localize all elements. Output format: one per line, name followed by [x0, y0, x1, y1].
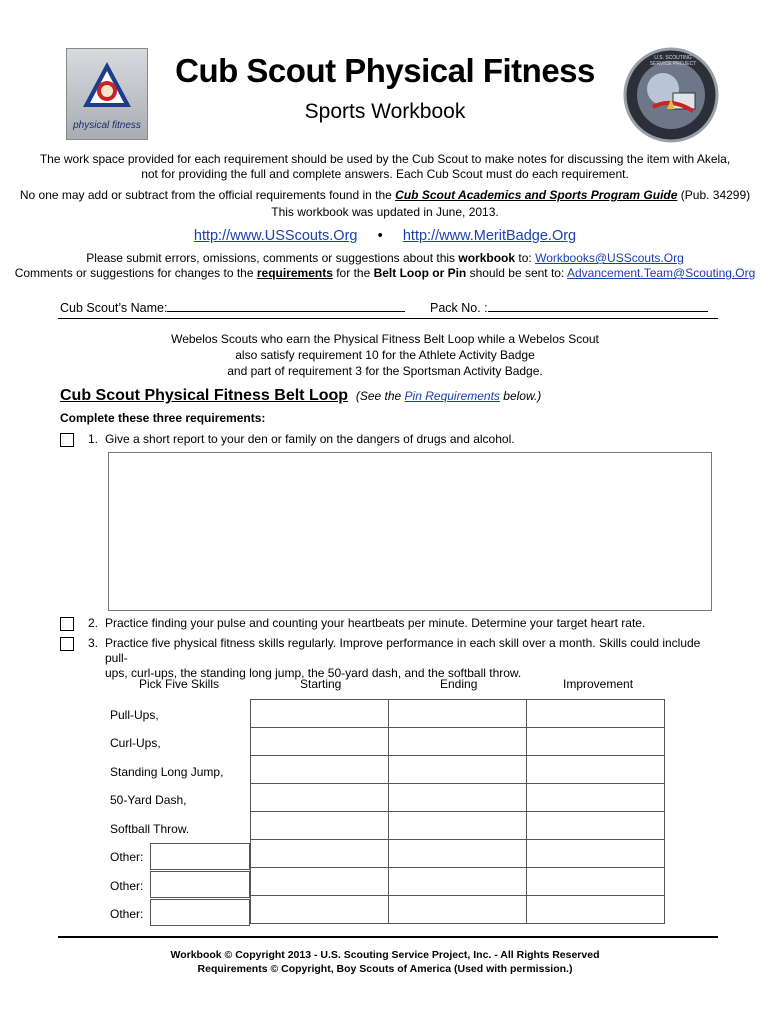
- advancement-email-link[interactable]: Advancement.Team@Scouting.Org: [567, 266, 756, 280]
- workbooks-email-link[interactable]: Workbooks@USScouts.Org: [535, 251, 684, 265]
- website-links: [0, 228, 770, 244]
- meritbadge-link[interactable]: http://www.MeritBadge.Org: [402, 228, 577, 244]
- ending-cell[interactable]: [389, 784, 527, 812]
- name-label: Cub Scout’s Name:: [60, 301, 168, 315]
- starting-cell[interactable]: [251, 756, 389, 784]
- comments-sent-to: should be sent to:: [466, 266, 567, 280]
- other-1-name-input[interactable]: [150, 843, 250, 870]
- header-starting: Starting: [300, 677, 342, 691]
- see-pre: (See the: [355, 389, 405, 403]
- header-pick-five: Pick Five Skills: [139, 677, 220, 691]
- seal-text: U.S. SCOUTING SERVICE PROJECT: [649, 55, 697, 67]
- divider: [58, 318, 718, 319]
- table-row: [251, 896, 665, 924]
- improvement-cell[interactable]: [527, 840, 665, 868]
- complete-instruction: Complete these three requirements:: [60, 411, 266, 425]
- guide-notice: [0, 188, 770, 203]
- intro-line-2: not for providing the full and complete answers. Each Cub Scout must do each requirement.: [141, 167, 629, 181]
- req3-text: [105, 636, 715, 681]
- improvement-cell[interactable]: [527, 868, 665, 896]
- starting-cell[interactable]: [251, 840, 389, 868]
- pack-input[interactable]: [488, 298, 708, 312]
- header-ending: Ending: [440, 677, 478, 691]
- submit-to: to:: [515, 251, 536, 265]
- starting-cell[interactable]: [251, 812, 389, 840]
- logo-caption: physical fitness: [73, 120, 141, 131]
- comments-text: Comments or suggestions for changes to the: [14, 266, 257, 280]
- improvement-cell[interactable]: [527, 784, 665, 812]
- guide-notice-pre: No one may add or subtract from the official requirements found in the: [19, 188, 396, 202]
- skill-50-yard-dash: 50-Yard Dash,: [110, 793, 187, 807]
- webelos-note: [0, 331, 770, 379]
- table-row: [251, 812, 665, 840]
- improvement-cell[interactable]: [527, 812, 665, 840]
- pack-field-row: [430, 298, 708, 315]
- req3-line-2: ups, curl-ups, the standing long jump, the 50-yard dash, and the softball throw.: [105, 666, 522, 680]
- usscouts-link[interactable]: http://www.USScouts.Org: [193, 228, 358, 244]
- req2-text: Practice finding your pulse and counting your heartbeats per minute. Determine your target heart rate.: [105, 616, 646, 630]
- submit-line-2: [0, 266, 770, 281]
- req3-checkbox[interactable]: [60, 637, 74, 651]
- name-input[interactable]: [167, 298, 405, 312]
- skill-curl-ups: Curl-Ups,: [110, 736, 161, 750]
- ending-cell[interactable]: [389, 812, 527, 840]
- guide-pub: (Pub. 34299): [677, 188, 751, 202]
- req1-text: Give a short report to your den or family on the dangers of drugs and alcohol.: [105, 432, 515, 446]
- submit-bold: workbook: [458, 251, 516, 265]
- webelos-line-1: Webelos Scouts who earn the Physical Fitness Belt Loop while a Webelos Scout: [171, 332, 599, 346]
- intro-text: [0, 152, 770, 182]
- skill-softball-throw: Softball Throw.: [110, 822, 190, 836]
- starting-cell[interactable]: [251, 896, 389, 924]
- skill-long-jump: Standing Long Jump,: [110, 765, 224, 779]
- improvement-cell[interactable]: [527, 728, 665, 756]
- guide-title: Cub Scout Academics and Sports Program Guide: [395, 188, 678, 202]
- submit-line-1: [0, 251, 770, 266]
- footer-rule: [58, 936, 718, 938]
- ending-cell[interactable]: [389, 868, 527, 896]
- header-improvement: Improvement: [563, 677, 634, 691]
- footer-line-2: Requirements © Copyright, Boy Scouts of America (Used with permission.): [197, 963, 573, 975]
- belt-loop-heading: Cub Scout Physical Fitness Belt Loop: [60, 387, 349, 404]
- req2-number: 2.: [88, 616, 99, 630]
- table-row: [251, 756, 665, 784]
- skill-other-1: Other:: [110, 850, 144, 864]
- name-field-row: [60, 298, 405, 315]
- webelos-line-2: also satisfy requirement 10 for the Athlete Activity Badge: [235, 348, 535, 362]
- other-2-name-input[interactable]: [150, 871, 250, 898]
- req3-line-1: Practice five physical fitness skills regularly. Improve performance in each skill over a month. Skills could include pull-: [105, 636, 701, 665]
- starting-cell[interactable]: [251, 868, 389, 896]
- ending-cell[interactable]: [389, 756, 527, 784]
- footer-line-1: Workbook © Copyright 2013 - U.S. Scouting Service Project, Inc. - All Rights Reserved: [170, 949, 600, 961]
- table-row: [251, 728, 665, 756]
- req1-checkbox[interactable]: [60, 433, 74, 447]
- ending-cell[interactable]: [389, 896, 527, 924]
- improvement-cell[interactable]: [527, 896, 665, 924]
- ending-cell[interactable]: [389, 700, 527, 728]
- submit-text: Please submit errors, omissions, comments or suggestions about this: [86, 251, 459, 265]
- improvement-cell[interactable]: [527, 756, 665, 784]
- req2-checkbox[interactable]: [60, 617, 74, 631]
- page-subtitle: Sports Workbook: [304, 100, 466, 123]
- see-post: below.): [499, 389, 542, 403]
- starting-cell[interactable]: [251, 784, 389, 812]
- table-row: [251, 868, 665, 896]
- table-row: [251, 784, 665, 812]
- belt-loop-pin-bold: Belt Loop or Pin: [373, 266, 467, 280]
- skill-pull-ups: Pull-Ups,: [110, 708, 159, 722]
- intro-line-1: The work space provided for each requirement should be used by the Cub Scout to make notes for discussing the item with Akela,: [39, 152, 731, 166]
- comments-for: for the: [332, 266, 374, 280]
- updated-text: This workbook was updated in June, 2013.: [271, 205, 499, 219]
- link-separator: •: [377, 228, 383, 244]
- req3-number: 3.: [88, 636, 99, 650]
- starting-cell[interactable]: [251, 728, 389, 756]
- skill-other-2: Other:: [110, 879, 144, 893]
- pack-label: Pack No. :: [430, 301, 488, 315]
- table-row: [251, 840, 665, 868]
- ending-cell[interactable]: [389, 728, 527, 756]
- pin-requirements-link[interactable]: Pin Requirements: [404, 389, 500, 403]
- skill-other-3: Other:: [110, 907, 144, 921]
- page-title: Cub Scout Physical Fitness: [175, 52, 595, 89]
- table-row: [251, 700, 665, 728]
- skills-grid: [250, 699, 665, 924]
- requirements-bold: requirements: [256, 266, 333, 280]
- webelos-line-3: and part of requirement 3 for the Sportsman Activity Badge.: [227, 364, 543, 378]
- starting-cell[interactable]: [251, 700, 389, 728]
- req1-number: 1.: [88, 432, 99, 446]
- belt-loop-heading-row: [60, 387, 541, 405]
- req1-answer-box[interactable]: [108, 452, 712, 611]
- footer-copyright: [0, 948, 770, 976]
- other-3-name-input[interactable]: [150, 899, 250, 926]
- ending-cell[interactable]: [389, 840, 527, 868]
- improvement-cell[interactable]: [527, 700, 665, 728]
